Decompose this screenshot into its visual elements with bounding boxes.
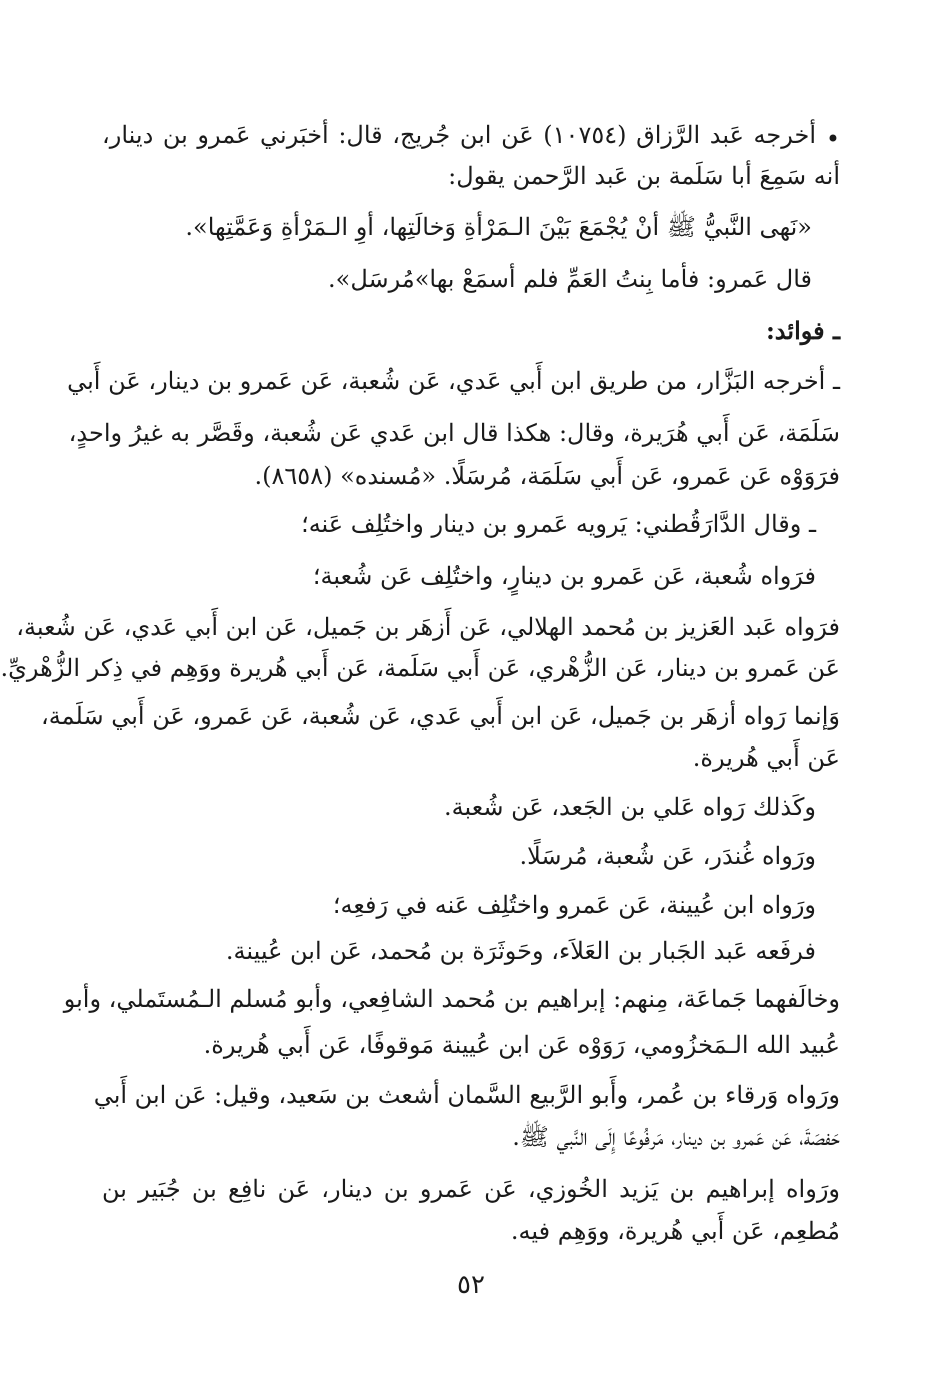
text-line: عُبيد الله الـمَخزُومي، رَوَوْه عَن ابن عُيينة مَوقوفًا، عَن أَبي هُريرة.	[203, 1031, 840, 1059]
text-line: مُطعِم، عَن أَبي هُريرة، ووَهِم فيه.	[510, 1217, 840, 1245]
text-line: حَفصَةَ، عَن عَمرو بن دينار، مَرفُوعًا إِلَى النَّبي ﷺ.	[512, 1123, 840, 1151]
text-line: فرَواه عَبد العَزيز بن مُحمد الهلالي، عَن أَزهَر بن جَميل، عَن ابن أَبي عَدي، عَن شُعبة،	[16, 613, 840, 641]
text-line: عَن أَبي هُريرة.	[692, 744, 840, 772]
text-line: ورَواه ابن عُيينة، عَن عَمرو واختُلِف عَنه في رَفعِه؛	[332, 891, 816, 919]
text-line: ـ أخرجه البَزَّار، من طريق ابن أَبي عَدي، عَن شُعبة، عَن عَمرو بن دينار، عَن أَبي	[67, 367, 840, 395]
text-line: عَن عَمرو بن دينار، عَن الزُّهْري، عَن أَبي سَلَمة، عَن أَبي هُريرة ووَهِم في ذِكر الزُّهْريِّ.	[0, 654, 840, 682]
bullet-marker: •	[825, 125, 840, 153]
page-number: ٥٢	[457, 1270, 485, 1300]
text-line: ـ وقال الدَّارَقُطني: يَرويه عَمرو بن دينار واختُلِف عَنه؛	[301, 510, 816, 538]
text-line: وخالَفهما جَماعَة، مِنهم: إبراهيم بن مُحمد الشافِعي، وأبو مُسلم الـمُستَملي، وأبو	[63, 985, 840, 1013]
text-line: «نَهى النَّبيُّ ﷺ أنْ يُجْمَعَ بَيْنَ الـمَرْأةِ وَخالَتِها، أوِ الـمَرْأةِ وَعَمَّتِها».	[185, 213, 812, 241]
text-line: أخرجه عَبد الرَّزاق (١٠٧٥٤) عَن ابن جُريج، قال: أخبَرني عَمرو بن دينار،	[102, 121, 817, 149]
text-line: فرفَعه عَبد الجَبار بن العَلاَء، وحَوثَرَة بن مُحمد، عَن ابن عُيينة.	[225, 937, 816, 965]
text-line: سَلَمَة، عَن أَبي هُرَيرة، وقال: هكذا قال ابن عَدي عَن شُعبة، وقَصَّر به غيرُ واحدٍ،	[68, 419, 840, 447]
text-line: فرَوَوْه عَن عَمرو، عَن أَبي سَلَمَة، مُرسَلًا. «مُسنده» (٨٦٥٨).	[254, 462, 840, 490]
text-line: ورَواه غُندَر، عَن شُعبة، مُرسَلًا.	[519, 842, 816, 870]
text-line: وَإنما رَواه أزهَر بن جَميل، عَن ابن أَبي عَدي، عَن شُعبة، عَن عَمرو، عَن أَبي سَلَمة،	[41, 702, 840, 730]
text-line: ورَواه وَرقاء بن عُمر، وأَبو الرَّبيع السَّمان أشعث بن سَعيد، وقيل: عَن ابن أَبي	[93, 1081, 840, 1109]
text-line: أنه سَمِعَ أبا سَلَمة بن عَبد الرَّحمن يقول:	[448, 162, 840, 190]
text-line: قال عَمرو: فأما بِنتُ العَمِّ فلم أسمَعْ بها»مُرسَل».	[328, 265, 812, 293]
text-line: ورَواه إبراهيم بن يَزيد الخُوزي، عَن عَمرو بن دينار، عَن نافِع بن جُبَير بن	[102, 1175, 840, 1203]
text-line: وكَذلك رَواه عَلي بن الجَعد، عَن شُعبة.	[444, 793, 816, 821]
text-line: فرَواه شُعبة، عَن عَمرو بن دينارٍ، واختُلِف عَن شُعبة؛	[312, 562, 816, 590]
section-heading: ـ فوائد:	[765, 316, 840, 345]
